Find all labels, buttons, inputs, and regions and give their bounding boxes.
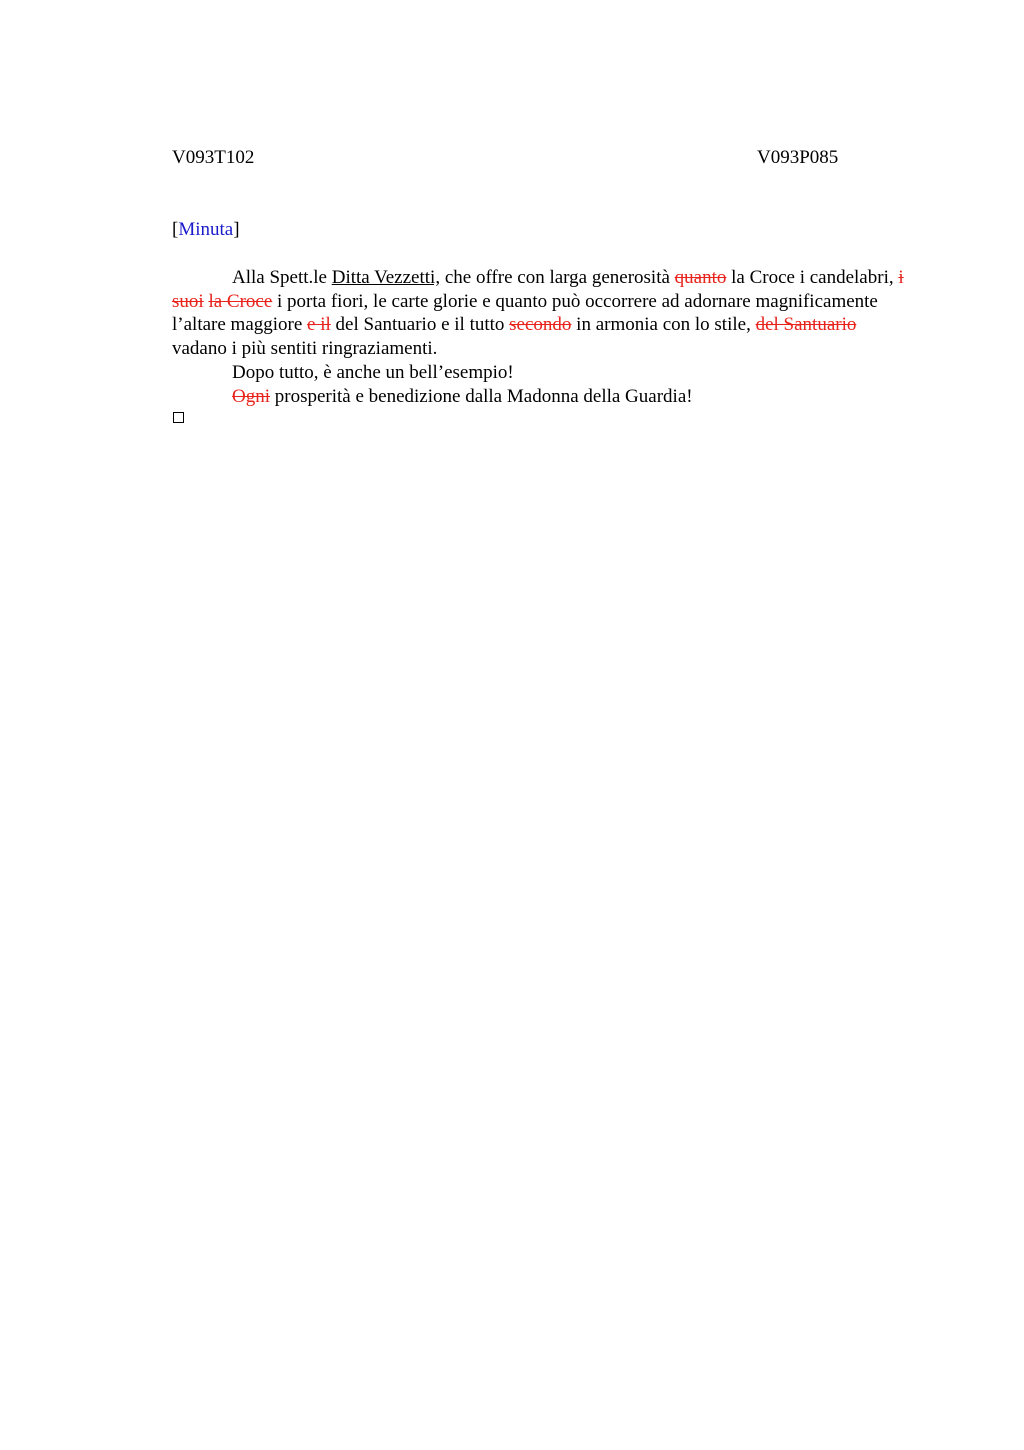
deleted-text: secondo [509,314,572,336]
letter-paragraph-3 [172,385,912,409]
deleted-text: del Santuario [755,314,857,336]
text-run: del Santuario e il tutto [330,314,510,336]
text-run: in armonia con lo stile, [571,314,756,336]
deleted-text: la Croce [208,290,273,312]
letter-body [172,266,912,408]
text-run: Alla Spett.le [232,267,332,288]
text-run: i porta fiori, le carte glorie e quanto può occorrere ad adornare magnificamente l’altare maggiore [172,290,878,336]
text-run: prosperità e benedizione dalla Madonna della Guardia! [270,385,693,407]
kind-bracket-open: [ [172,219,179,240]
text-run: che offre con larga generosità [440,267,675,288]
letter-paragraph-1 [172,266,912,361]
end-marker-box [173,412,184,423]
document-kind-label [172,218,240,242]
kind-bracket-close: ] [233,219,240,240]
kind-word: Minuta [178,219,234,240]
document-code-right: V093P085 [757,147,839,168]
deleted-text: Ogni [232,385,270,407]
deleted-text: quanto [674,267,727,288]
document-code-left: V093T102 [172,147,255,168]
underlined-recipient: Ditta Vezzetti, [331,267,441,288]
letter-paragraph-2: Dopo tutto, è anche un bell’esempio! [232,361,514,383]
text-run: la Croce i candelabri, [726,267,899,288]
deleted-text: i suoi [172,267,904,312]
text-run: vadano i più sentiti ringraziamenti. [172,338,438,360]
deleted-text: e il [307,314,331,336]
